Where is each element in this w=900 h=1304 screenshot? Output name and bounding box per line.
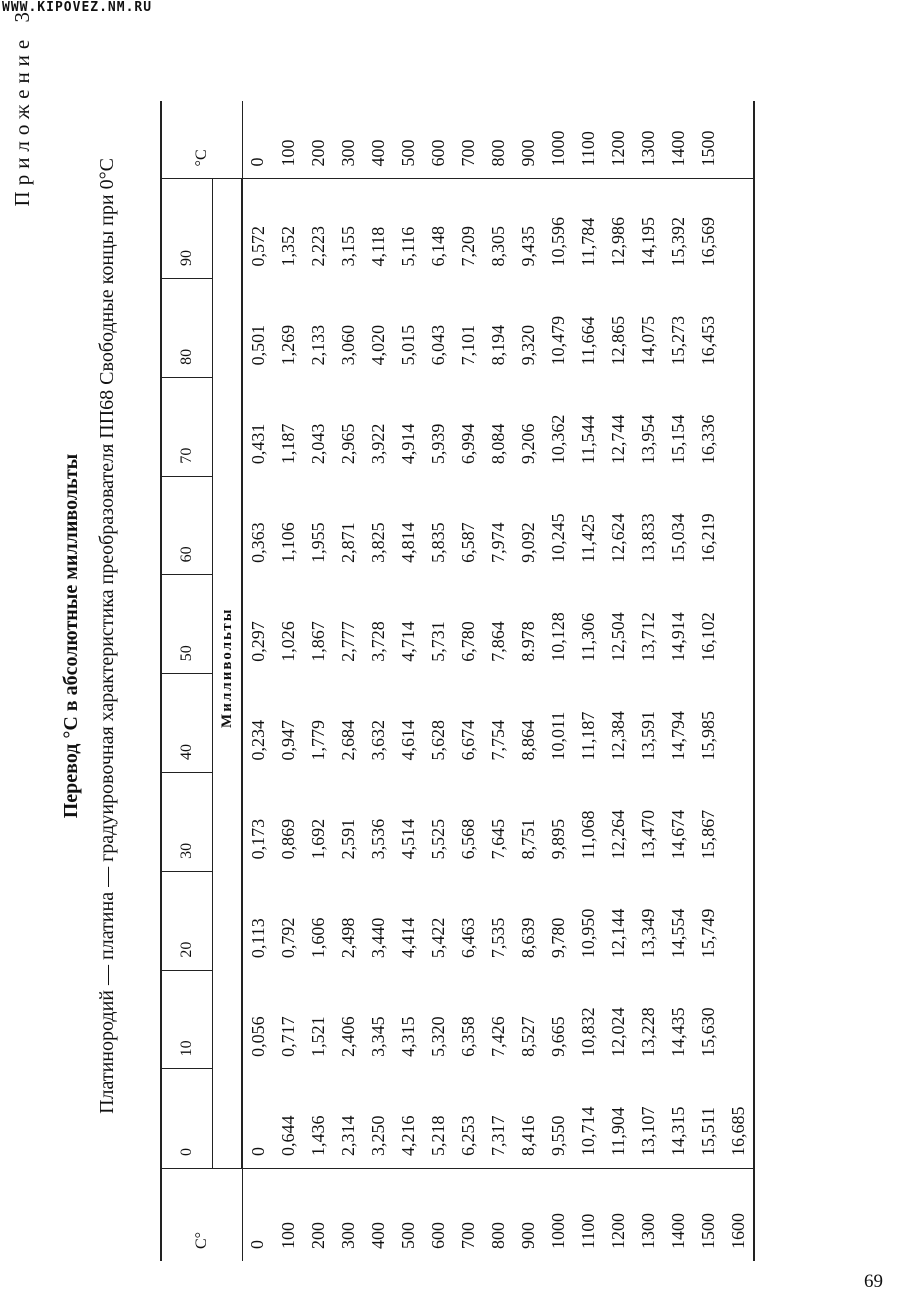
table-cell: 16,336	[697, 414, 718, 465]
table-row	[333, 101, 363, 1261]
table-cell: 2,406	[337, 1016, 358, 1057]
table-cell: 15,273	[667, 315, 688, 366]
row-temperature: 200	[303, 1169, 333, 1262]
table-cell: 12,865	[607, 315, 628, 366]
row-temperature-right: 1400	[663, 101, 693, 179]
table-cell: 9,665	[547, 1016, 568, 1057]
table-cell: 11,544	[577, 415, 598, 465]
table-cell: 13,712	[637, 612, 658, 662]
table-row	[363, 101, 393, 1261]
table-cell	[723, 179, 754, 279]
table-cell: 4,414	[397, 917, 418, 959]
table-row	[663, 101, 693, 1261]
table-cell: 7,974	[487, 522, 508, 563]
row-temperature-right: 1000	[543, 101, 573, 179]
table-cell: 8,416	[517, 1115, 538, 1156]
row-temperature: 700	[453, 1169, 483, 1262]
table-cell: 9,780	[547, 917, 568, 959]
unit-label: Милливольты	[213, 179, 243, 1169]
table-row	[693, 101, 723, 1261]
table-cell: 5,116	[397, 226, 418, 267]
table-cell: 0,431	[247, 423, 268, 465]
table-cell: 0,947	[277, 720, 298, 761]
table-row	[633, 101, 663, 1261]
table-row	[513, 101, 543, 1261]
table-cell: 1,606	[307, 917, 328, 959]
table-cell	[723, 575, 754, 674]
table-cell: 7,317	[487, 1115, 508, 1156]
table-cell: 11,068	[577, 810, 598, 860]
table-cell	[723, 377, 754, 476]
column-header: 20	[161, 871, 213, 970]
table-cell: 1,867	[307, 621, 328, 662]
column-header: 10	[161, 970, 213, 1069]
table-cell: 10,714	[577, 1106, 598, 1156]
column-header: 70	[161, 377, 213, 476]
row-temperature-right: 700	[453, 101, 483, 179]
table-cell: 14,914	[667, 612, 688, 662]
table-cell: 11,664	[577, 316, 598, 366]
table-cell: 0,113	[247, 918, 268, 959]
table-cell: 15,985	[697, 711, 718, 761]
page-number: 69	[864, 1271, 883, 1292]
table-cell: 12,144	[607, 908, 628, 959]
row-temperature: 800	[483, 1169, 513, 1262]
table-cell: 16,685	[723, 1069, 754, 1169]
table-cell: 14,315	[667, 1106, 688, 1156]
row-temperature: 300	[333, 1169, 363, 1262]
table-cell: 2,684	[337, 720, 358, 761]
table-cell: 5,015	[397, 324, 418, 366]
table-cell: 6,587	[457, 522, 478, 563]
table-cell: 13,591	[637, 711, 658, 761]
column-header: 50	[161, 575, 213, 674]
row-temperature-right: 200	[303, 101, 333, 179]
table-cell: 16,453	[697, 315, 718, 366]
table-cell: 5,628	[427, 720, 448, 761]
table-cell: 14,435	[667, 1007, 688, 1057]
table-cell: 12,624	[607, 513, 628, 563]
table-cell: 6,358	[457, 1016, 478, 1057]
table-cell: 3,922	[367, 423, 388, 465]
table-cell: 15,511	[697, 1107, 718, 1156]
row-temperature: 100	[273, 1169, 303, 1262]
table-cell: 8,194	[487, 324, 508, 366]
row-temperature-right: 1200	[603, 101, 633, 179]
table-cell: 1,352	[277, 226, 298, 267]
table-cell: 3,155	[337, 226, 358, 267]
table-cell: 1,436	[307, 1115, 328, 1156]
table-cell: 0,792	[277, 917, 298, 959]
table-cell: 5,835	[427, 522, 448, 563]
table-cell: 4,514	[397, 818, 418, 860]
table-cell: 3,825	[367, 522, 388, 563]
table-cell: 0,297	[247, 621, 268, 662]
row-temperature: 0	[242, 1169, 273, 1262]
table-cell: 12,024	[607, 1007, 628, 1057]
table-cell: 2,591	[337, 818, 358, 860]
table-cell: 2,965	[337, 423, 358, 465]
table-row	[723, 101, 754, 1261]
table-cell: 3,345	[367, 1016, 388, 1057]
site-url: WWW.KIPOVEZ.NM.RU	[2, 0, 153, 15]
table-cell: 12,744	[607, 414, 628, 465]
table-cell: 4,814	[397, 522, 418, 563]
table-cell: 3,632	[367, 720, 388, 761]
table-cell: 13,954	[637, 414, 658, 465]
table-cell: 2,133	[307, 324, 328, 366]
column-header: 80	[161, 279, 213, 378]
table-cell: 11,784	[577, 217, 598, 267]
row-temperature-right: 300	[333, 101, 363, 179]
table-cell: 9,550	[547, 1115, 568, 1156]
row-temperature: 600	[423, 1169, 453, 1262]
table-cell: 7,754	[487, 720, 508, 761]
table-cell: 12,504	[607, 612, 628, 662]
table-cell: 0,869	[277, 818, 298, 860]
table-cell: 10,950	[577, 908, 598, 959]
row-temperature-right: 100	[273, 101, 303, 179]
table-cell: 0,234	[247, 720, 268, 761]
table-cell	[723, 279, 754, 378]
table-cell: 11,306	[577, 612, 598, 662]
table-cell: 4,216	[397, 1115, 418, 1156]
table-cell: 8,864	[517, 720, 538, 761]
table-cell: 6,253	[457, 1115, 478, 1156]
page-subtitle: Платинородий — платина — градуировочная характеристика преобразователя ПП68 Свободные концы при 0°С	[96, 158, 118, 1114]
table-cell: 10,479	[547, 315, 568, 366]
row-temperature: 900	[513, 1169, 543, 1262]
table-cell: 14,075	[637, 315, 658, 366]
table-cell: 3,536	[367, 818, 388, 860]
table-cell: 14,794	[667, 711, 688, 761]
table-cell: 0,717	[277, 1016, 298, 1057]
table-cell: 0,173	[247, 818, 268, 860]
appendix-label: Приложение 3	[10, 6, 34, 207]
row-header-right: °С	[161, 101, 242, 179]
table-cell: 14,195	[637, 217, 658, 267]
row-header-left: С°	[161, 1169, 242, 1262]
column-header: 60	[161, 476, 213, 575]
table-cell: 8,527	[517, 1016, 538, 1057]
table-cell: 15,749	[697, 908, 718, 959]
table-cell: 3,728	[367, 621, 388, 662]
table-cell: 9,895	[547, 818, 568, 860]
table-cell: 10,832	[577, 1007, 598, 1057]
row-temperature: 500	[393, 1169, 423, 1262]
table-cell: 14,674	[667, 809, 688, 860]
table-cell: 8,305	[487, 226, 508, 267]
table-cell: 5,731	[427, 621, 448, 662]
column-header: 90	[161, 179, 213, 279]
table-cell: 8,751	[517, 818, 538, 860]
table-cell: 13,228	[637, 1007, 658, 1057]
row-temperature: 1200	[603, 1169, 633, 1262]
table-cell: 2,314	[337, 1115, 358, 1156]
table-row	[573, 101, 603, 1261]
table-cell: 0,501	[247, 324, 268, 366]
row-temperature: 1100	[573, 1169, 603, 1262]
table-cell: 1,955	[307, 522, 328, 563]
table-row	[393, 101, 423, 1261]
table-row	[483, 101, 513, 1261]
table-cell: 14,554	[667, 908, 688, 959]
table-cell	[723, 970, 754, 1069]
table-cell: 2,871	[337, 522, 358, 563]
table-row	[303, 101, 333, 1261]
table-cell: 8,639	[517, 917, 538, 959]
conversion-table	[160, 101, 755, 1261]
row-temperature: 1000	[543, 1169, 573, 1262]
table-cell: 5,422	[427, 917, 448, 959]
table-cell: 12,986	[607, 217, 628, 267]
unit-row	[213, 101, 243, 1261]
row-temperature-right: 500	[393, 101, 423, 179]
table-cell	[723, 476, 754, 575]
table-cell: 8,084	[487, 423, 508, 465]
table-cell: 15,867	[697, 809, 718, 860]
table-row	[543, 101, 573, 1261]
row-temperature-right: 800	[483, 101, 513, 179]
table-cell: 15,392	[667, 217, 688, 267]
table-row	[603, 101, 633, 1261]
table-cell: 0	[247, 1147, 268, 1156]
row-temperature-right: 600	[423, 101, 453, 179]
table-cell: 3,440	[367, 917, 388, 959]
table-cell: 9,206	[517, 423, 538, 465]
row-temperature-right: 1300	[633, 101, 663, 179]
table-cell: 0,572	[247, 226, 268, 267]
table-cell: 16,102	[697, 612, 718, 662]
table-cell: 11,187	[577, 711, 598, 761]
column-header: 0	[161, 1069, 213, 1169]
table-row	[242, 101, 273, 1261]
table-cell: 4,315	[397, 1016, 418, 1057]
table-cell: 0,363	[247, 522, 268, 563]
table-cell: 12,384	[607, 711, 628, 761]
table-cell: 13,107	[637, 1106, 658, 1156]
table-cell: 6,148	[427, 226, 448, 267]
table-cell: 1,187	[277, 423, 298, 465]
table-cell: 5,525	[427, 818, 448, 860]
table-cell: 16,569	[697, 217, 718, 267]
table-cell: 8.978	[517, 621, 538, 662]
table-cell: 6,674	[457, 720, 478, 761]
table-cell: 7,864	[487, 621, 508, 662]
table-cell: 4,118	[367, 226, 388, 267]
table-cell: 3,250	[367, 1115, 388, 1156]
table-cell: 9,435	[517, 226, 538, 267]
table-cell: 10,011	[547, 711, 568, 761]
table-cell: 15,034	[667, 513, 688, 563]
table-cell: 2,777	[337, 621, 358, 662]
table-cell: 12,264	[607, 809, 628, 860]
table-cell: 5,320	[427, 1016, 448, 1057]
table-row	[273, 101, 303, 1261]
table-cell: 3,060	[337, 324, 358, 366]
row-temperature: 1400	[663, 1169, 693, 1262]
table-cell: 4,020	[367, 324, 388, 366]
table-header-row	[161, 101, 213, 1261]
page-title: Перевод °С в абсолютные милливольты	[60, 453, 82, 819]
table-cell: 7,426	[487, 1016, 508, 1057]
table-cell: 6,043	[427, 324, 448, 366]
table-cell	[723, 773, 754, 872]
table-cell: 11,425	[577, 514, 598, 563]
row-temperature: 1300	[633, 1169, 663, 1262]
table-row	[453, 101, 483, 1261]
table-cell: 4,714	[397, 621, 418, 662]
table-cell	[723, 871, 754, 970]
table-cell: 5,218	[427, 1115, 448, 1156]
table-cell: 6,568	[457, 818, 478, 860]
row-temperature: 400	[363, 1169, 393, 1262]
table-cell: 0,644	[277, 1115, 298, 1156]
table-cell: 4,614	[397, 720, 418, 761]
table-cell: 1,692	[307, 818, 328, 860]
table-cell	[723, 674, 754, 773]
column-header: 30	[161, 773, 213, 872]
row-temperature: 1600	[723, 1169, 754, 1262]
table-cell: 10,245	[547, 513, 568, 563]
table-row	[423, 101, 453, 1261]
table-cell: 1,269	[277, 324, 298, 366]
table-cell: 7,101	[457, 324, 478, 366]
table-cell: 6,994	[457, 423, 478, 465]
table-cell: 7,535	[487, 917, 508, 959]
table-cell: 6,780	[457, 621, 478, 662]
row-temperature-right: 900	[513, 101, 543, 179]
table-cell: 7,209	[457, 226, 478, 267]
table-cell: 11,904	[607, 1107, 628, 1156]
table-cell: 13,833	[637, 513, 658, 563]
table-cell: 2,498	[337, 917, 358, 959]
table-cell: 2,043	[307, 423, 328, 465]
table-cell: 9,092	[517, 522, 538, 563]
table-cell: 5,939	[427, 423, 448, 465]
table-cell: 13,470	[637, 809, 658, 860]
table-cell: 1,521	[307, 1016, 328, 1057]
rotated-page	[10, 6, 890, 1266]
table-cell: 1,106	[277, 522, 298, 563]
row-temperature-right: 0	[242, 101, 273, 179]
table-cell: 1,779	[307, 720, 328, 761]
table-cell: 10,362	[547, 414, 568, 465]
row-temperature-right: 400	[363, 101, 393, 179]
row-temperature-right: 1500	[693, 101, 723, 179]
table-cell: 4,914	[397, 423, 418, 465]
table-cell: 15,154	[667, 414, 688, 465]
column-header: 40	[161, 674, 213, 773]
table-cell: 7,645	[487, 818, 508, 860]
row-temperature-right: 1100	[573, 101, 603, 179]
table-body	[242, 101, 754, 1261]
row-temperature: 1500	[693, 1169, 723, 1262]
table-cell: 13,349	[637, 908, 658, 959]
table-cell: 1,026	[277, 621, 298, 662]
table-cell: 6,463	[457, 917, 478, 959]
table-cell: 0,056	[247, 1016, 268, 1057]
table-cell: 9,320	[517, 324, 538, 366]
table-cell: 15,630	[697, 1007, 718, 1057]
table-cell: 10,128	[547, 612, 568, 662]
row-temperature-right	[723, 101, 754, 179]
table-cell: 10,596	[547, 217, 568, 267]
table-cell: 2,223	[307, 226, 328, 267]
table-cell: 16,219	[697, 513, 718, 563]
